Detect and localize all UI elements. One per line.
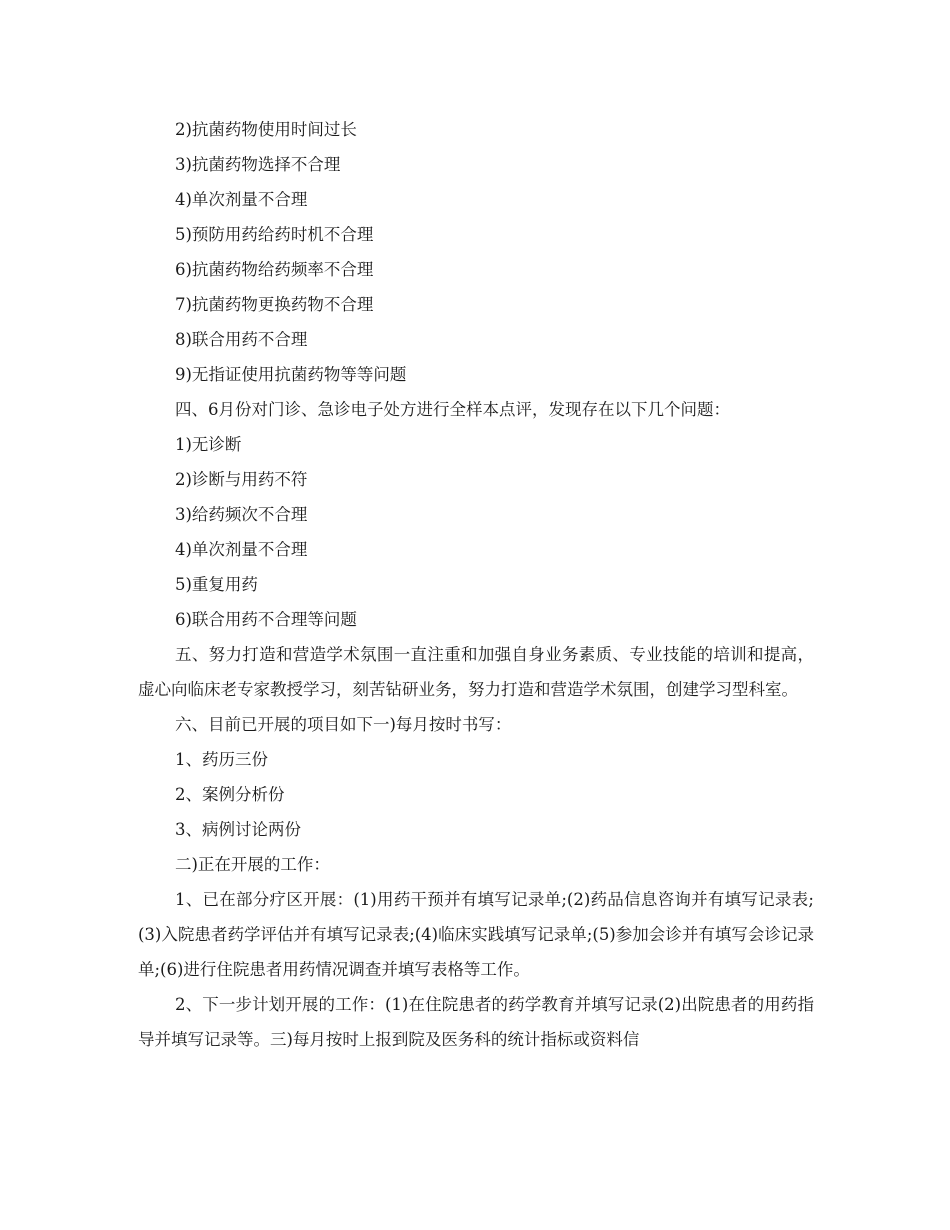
list-item: 6)联合用药不合理等问题 xyxy=(175,610,357,629)
list-item: 4)单次剂量不合理 xyxy=(175,190,308,209)
list-item: 2)诊断与用药不符 xyxy=(175,470,308,489)
section-paragraph-5: 五、努力打造和营造学术氛围一直注重和加强自身业务素质、专业技能的培训和提高，虚心向临床老专家教授学习，刻苦钻研业务，努力打造和营造学术氛围，创建学习型科室。 xyxy=(138,645,814,699)
list-item: 6)抗菌药物给药频率不合理 xyxy=(175,260,374,279)
list-item: 9)无指证使用抗菌药物等等问题 xyxy=(175,365,407,384)
section-heading-4: 四、6月份对门诊、急诊电子处方进行全样本点评，发现存在以下几个问题： xyxy=(175,400,730,419)
work-paragraph-1: 1、已在部分疗区开展：(1)用药干预并有填写记录单;(2)药品信息咨询并有填写记录表;(3)入院患者药学评估并有填写记录表;(4)临床实践填写记录单;(5)参加会诊并有填写会诊记录单;(6)进行住院患者用药情况调查并填写表格等工作。 xyxy=(138,890,814,979)
list-item: 2)抗菌药物使用时间过长 xyxy=(175,120,357,139)
list-item: 1)无诊断 xyxy=(175,435,242,454)
section-heading-6: 六、目前已开展的项目如下一)每月按时书写： xyxy=(175,715,512,734)
list-item: 3)给药频次不合理 xyxy=(175,505,308,524)
subsection-heading: 二)正在开展的工作： xyxy=(175,855,330,874)
list-item: 5)预防用药给药时机不合理 xyxy=(175,225,374,244)
list-item: 5)重复用药 xyxy=(175,575,258,594)
list-item: 7)抗菌药物更换药物不合理 xyxy=(175,295,374,314)
list-item: 3)抗菌药物选择不合理 xyxy=(175,155,341,174)
list-item: 2、案例分析份 xyxy=(175,785,285,804)
list-item: 3、病例讨论两份 xyxy=(175,820,301,839)
list-item: 1、药历三份 xyxy=(175,750,268,769)
list-item: 4)单次剂量不合理 xyxy=(175,540,308,559)
list-item: 8)联合用药不合理 xyxy=(175,330,308,349)
document-page xyxy=(138,112,814,1057)
work-paragraph-2: 2、下一步计划开展的工作：(1)在住院患者的药学教育并填写记录(2)出院患者的用药指导并填写记录等。三)每月按时上报到院及医务科的统计指标或资料信 xyxy=(138,995,814,1049)
